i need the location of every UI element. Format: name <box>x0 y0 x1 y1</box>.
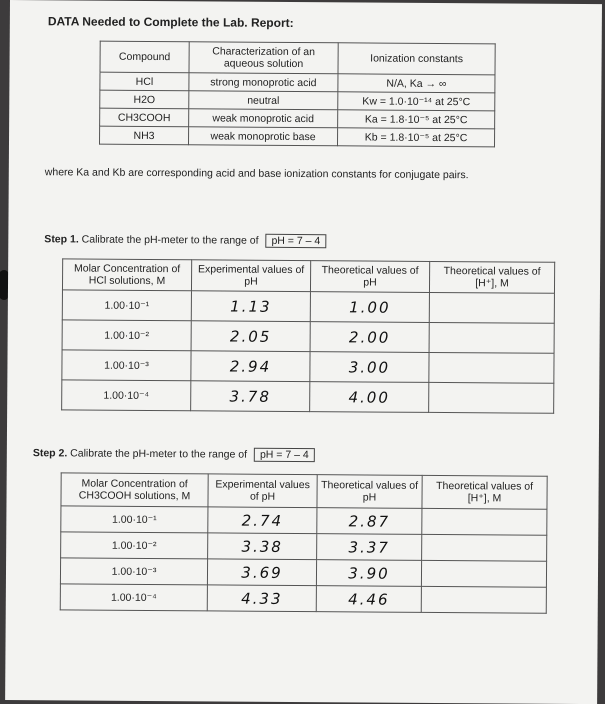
handwritten-value: 2.00 <box>310 322 429 353</box>
table-row: 1.00·10⁻¹ 2.74 2.87 <box>61 506 547 535</box>
handwritten-value: 2.94 <box>191 351 310 382</box>
handwritten-value: 3.38 <box>208 533 317 560</box>
step2-instruction: Step 2. Calibrate the pH-meter to the range of pH = 7 – 4 <box>33 446 315 462</box>
handwritten-value: 1.13 <box>191 291 310 322</box>
handwritten-value: 2.87 <box>317 508 422 535</box>
table-row: H2O neutral Kw = 1.0·10⁻¹⁴ at 25°C <box>100 90 495 111</box>
page-title: DATA Needed to Complete the Lab. Report: <box>47 14 294 30</box>
header-compound: Compound <box>100 41 189 73</box>
table-row: 1.00·10⁻² 2.05 2.00 <box>62 320 554 353</box>
handwritten-value: 4.46 <box>316 586 421 613</box>
table-row: 1.00·10⁻¹ 1.13 1.00 <box>62 290 554 323</box>
handwritten-value: 3.37 <box>317 534 422 561</box>
step2-range-box: pH = 7 – 4 <box>254 448 315 462</box>
handwritten-value: 4.00 <box>310 382 429 413</box>
handwritten-value: 3.00 <box>310 352 429 383</box>
header-ionization: Ionization constants <box>338 43 495 75</box>
worksheet-page <box>5 0 602 704</box>
header-characterization: Characterization of an aqueous solution <box>189 42 338 74</box>
handwritten-value: 2.74 <box>208 507 317 534</box>
handwritten-value: 1.00 <box>310 292 429 323</box>
handwritten-value: 3.78 <box>191 381 310 412</box>
step2-table: Molar Concentration of CH3COOH solutions, M Experimental values of pH Theoretical values of pH Theoretical values of [H⁺], M 1.00·10⁻¹ 2.74 2.87 1.00·10⁻² 3.38 3.37 1.00·10⁻³ 3.69 3.90 1.00·10⁻⁴ 4.33 4.46 <box>60 472 548 613</box>
table-row: CH3COOH weak monoprotic acid Ka = 1.8·10⁻⁵ at 25°C <box>100 108 495 129</box>
handwritten-value: 3.69 <box>207 559 316 586</box>
table-row: NH3 weak monoprotic base Kb = 1.8·10⁻⁵ at 25°C <box>99 126 494 147</box>
handwritten-value: 3.90 <box>316 560 421 587</box>
table-row: 1.00·10⁻⁴ 4.33 4.46 <box>60 584 546 613</box>
step1-table: Molar Concentration of HCl solutions, M Experimental values of pH Theoretical values of pH Theoretical values of [H⁺], M 1.00·10⁻¹ 1.13 1.00 1.00·10⁻² 2.05 2.00 1.00·10⁻³ 2.94 3.00 1.00·10⁻⁴ 3.78 4.00 <box>61 258 555 413</box>
table-row: 1.00·10⁻⁴ 3.78 4.00 <box>62 380 554 413</box>
data-table <box>99 41 496 148</box>
step1-instruction: Step 1. Calibrate the pH-meter to the range of pH = 7 – 4 <box>44 232 326 248</box>
table-row: 1.00·10⁻³ 3.69 3.90 <box>60 558 546 587</box>
table-row: 1.00·10⁻³ 2.94 3.00 <box>62 350 554 383</box>
table-row: HCl strong monoprotic acid N/A, Ka → ∞ <box>100 72 495 93</box>
handwritten-value: 4.33 <box>207 585 316 612</box>
step1-range-box: pH = 7 – 4 <box>265 234 326 248</box>
handwritten-value: 2.05 <box>191 321 310 352</box>
constants-note: where Ka and Kb are corresponding acid and base ionization constants for conjugate pairs. <box>44 166 469 182</box>
table-row: 1.00·10⁻² 3.38 3.37 <box>61 532 547 561</box>
